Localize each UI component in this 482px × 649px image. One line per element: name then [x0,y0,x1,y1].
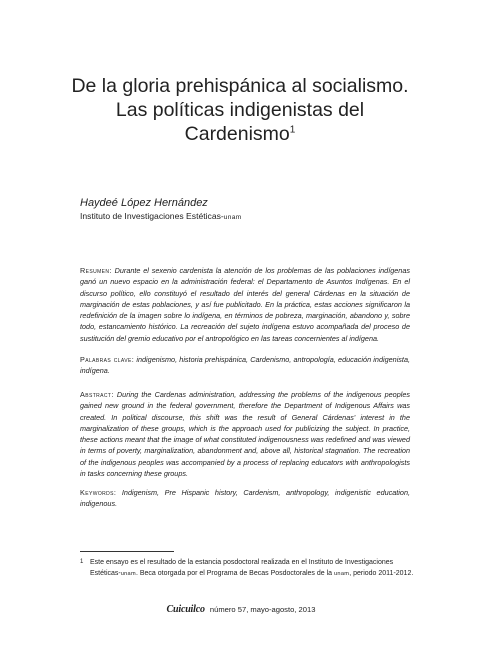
palabras-clave-section [80,354,410,377]
author-affiliation [80,211,242,221]
abstract-label: Abstract: [80,390,114,399]
keywords-text: Indigenism, Pre Hispanic history, Cardenism, anthropology, indigenistic education, indigenous. [80,488,410,509]
footer-issue-text: número 57, mayo-agosto, 2013 [209,605,316,614]
affiliation-smallcaps: unam [223,214,242,221]
title-line-2: Las políticas indigenistas del [115,99,365,121]
keywords-label: Keywords: [80,488,117,497]
affiliation-text: Instituto de Investigaciones Estéticas- [80,211,224,221]
keywords-section [80,487,410,510]
abstract-section [80,389,410,479]
footnote-number: 1 [80,559,84,565]
title-line-3-text: Cardenismo [184,123,290,145]
footnote-text-c: , periodo 2011-2012. [349,569,414,577]
author-name: Haydeé López Hernández [80,197,208,209]
abstract-text: During the Cardenas administration, addressing the problems of the indigenous peoples gained new ground in the federal government, therefore the Department of Indigenous Affairs was created. In political discourse, this shift was the result of General Cárdenas' interest in the marginalization of these groups, which is the approach used for publicizing the subject. In practice, these actions meant that the image of what constituted indigenousness was redefined and was viewed in terms of poverty, marginalization, abandonment and, above all, historical stagnation. The recreation of the indigenous peoples was accompanied by a process of replacing educators with anthropologists in tasks concerning these groups. [80,390,411,479]
title-footnote-marker[interactable]: 1 [289,124,296,136]
footnote-body [90,558,420,579]
article-title [40,74,440,146]
footnote [80,558,420,579]
palabras-clave-label: Palabras clave: [80,355,135,364]
palabras-clave-text: indigenismo, historia prehispánica, Cardenismo, antropología, educación indigenista, indígena. [80,355,410,376]
resumen-section [80,265,410,344]
footnote-text-a: Este ensayo es el resultado de la estancia posdoctoral realizada en el Instituto de Investigaciones Estéticas- [90,559,394,577]
title-line-1: De la gloria prehispánica al socialismo. [71,75,409,97]
footnote-text-b: . Beca otorgada por el Programa de Becas Posdoctorales de la [135,569,334,577]
resumen-label: Resumen: [80,266,112,275]
footnote-sc-b: unam [334,570,350,577]
footnote-divider [80,551,174,552]
footnote-sc-a: unam [120,570,136,577]
title-line-3 [40,122,440,146]
journal-logo: Cuicuilco [166,604,205,615]
page-footer [0,604,482,615]
resumen-text: Durante el sexenio cardenista la atención de los problemas de las poblaciones indígenas ganó un nuevo espacio en la administración federal: el Departamento de Asuntos Indígenas. En el discurso político, ello constituyó el resultado del interés del general Cárdenas en la situación de marginación de estas poblaciones, y así fue publicitado. En la práctica, estas acciones significaron la redefinición de la imagen sobre lo indígena, en términos de pobreza, marginación, abandono y, sobre todo, estancamiento histórico. La recreación del sujeto indígena estuvo acompañada del proceso de sustitución del gremio educativo por el antropológico en las tareas concernientes al indígena. [80,266,410,343]
